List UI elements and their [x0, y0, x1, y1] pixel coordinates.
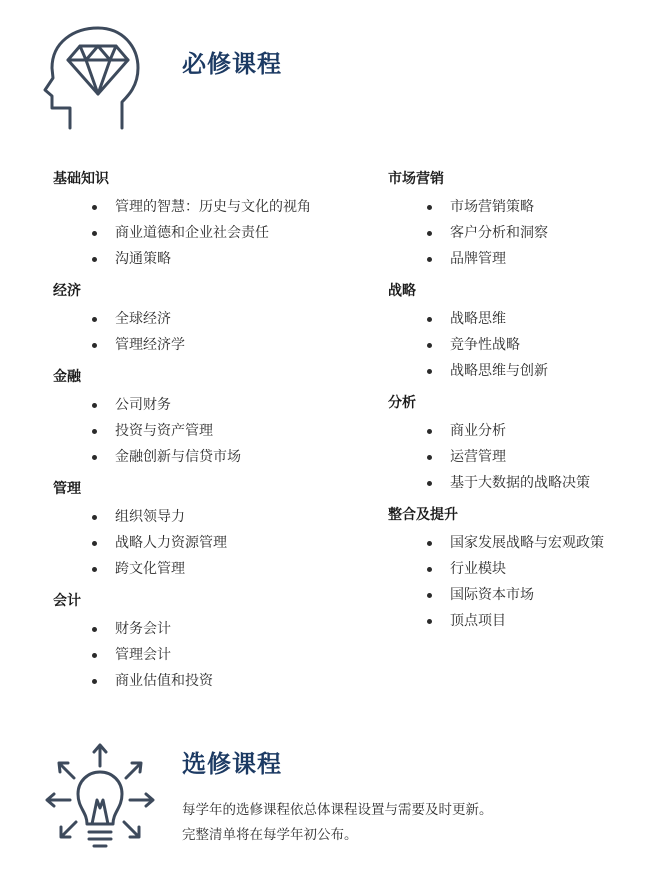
- course-group: [53, 478, 363, 582]
- course-item: 战略思维: [388, 306, 658, 332]
- course-list: [53, 392, 363, 470]
- required-courses-title: 必修课程: [182, 50, 282, 78]
- course-group: [388, 168, 658, 272]
- course-list: [53, 616, 363, 694]
- required-left-column: [53, 168, 363, 702]
- course-item: 管理会计: [53, 642, 363, 668]
- course-item: 沟通策略: [53, 246, 363, 272]
- course-list: [388, 418, 658, 496]
- course-group: [388, 392, 658, 496]
- course-item: 国家发展战略与宏观政策: [388, 530, 658, 556]
- course-group: [388, 280, 658, 384]
- course-item: 组织领导力: [53, 504, 363, 530]
- course-item: 市场营销策略: [388, 194, 658, 220]
- course-item: 国际资本市场: [388, 582, 658, 608]
- group-heading: 金融: [53, 369, 81, 385]
- group-heading: 分析: [388, 395, 416, 411]
- course-item: 商业估值和投资: [53, 668, 363, 694]
- course-item: 客户分析和洞察: [388, 220, 658, 246]
- course-group: [388, 504, 658, 634]
- course-item: 基于大数据的战略决策: [388, 470, 658, 496]
- course-item: 投资与资产管理: [53, 418, 363, 444]
- group-heading: 整合及提升: [388, 507, 458, 523]
- course-item: 财务会计: [53, 616, 363, 642]
- course-item: 顶点项目: [388, 608, 658, 634]
- elective-courses-title: 选修课程: [182, 750, 282, 778]
- group-heading: 基础知识: [53, 171, 109, 187]
- group-heading: 战略: [388, 283, 416, 299]
- course-item: 公司财务: [53, 392, 363, 418]
- course-item: 管理的智慧：历史与文化的视角: [53, 194, 363, 220]
- course-list: [53, 504, 363, 582]
- course-group: [53, 590, 363, 694]
- course-list: [53, 194, 363, 272]
- course-item: 全球经济: [53, 306, 363, 332]
- elective-text-line: 每学年的选修课程依总体课程设置与需要及时更新。: [182, 802, 493, 818]
- course-item: 商业分析: [388, 418, 658, 444]
- group-heading: 管理: [53, 481, 81, 497]
- course-item: 行业模块: [388, 556, 658, 582]
- required-right-column: [388, 168, 658, 642]
- course-list: [388, 194, 658, 272]
- course-item: 跨文化管理: [53, 556, 363, 582]
- head-diamond-icon: [40, 24, 140, 134]
- course-list: [53, 306, 363, 358]
- group-heading: 经济: [53, 283, 81, 299]
- course-item: 战略思维与创新: [388, 358, 658, 384]
- course-item: 商业道德和企业社会责任: [53, 220, 363, 246]
- course-group: [53, 280, 363, 358]
- course-item: 管理经济学: [53, 332, 363, 358]
- course-item: 竞争性战略: [388, 332, 658, 358]
- elective-description: [182, 798, 493, 848]
- course-list: [388, 530, 658, 634]
- course-item: 运营管理: [388, 444, 658, 470]
- course-group: [53, 168, 363, 272]
- course-item: 金融创新与信贷市场: [53, 444, 363, 470]
- group-heading: 会计: [53, 593, 81, 609]
- course-item: 品牌管理: [388, 246, 658, 272]
- course-group: [53, 366, 363, 470]
- group-heading: 市场营销: [388, 171, 444, 187]
- course-item: 战略人力资源管理: [53, 530, 363, 556]
- course-list: [388, 306, 658, 384]
- elective-text-line: 完整清单将在每学年初公布。: [182, 827, 358, 843]
- lightbulb-arrows-icon: [42, 738, 162, 858]
